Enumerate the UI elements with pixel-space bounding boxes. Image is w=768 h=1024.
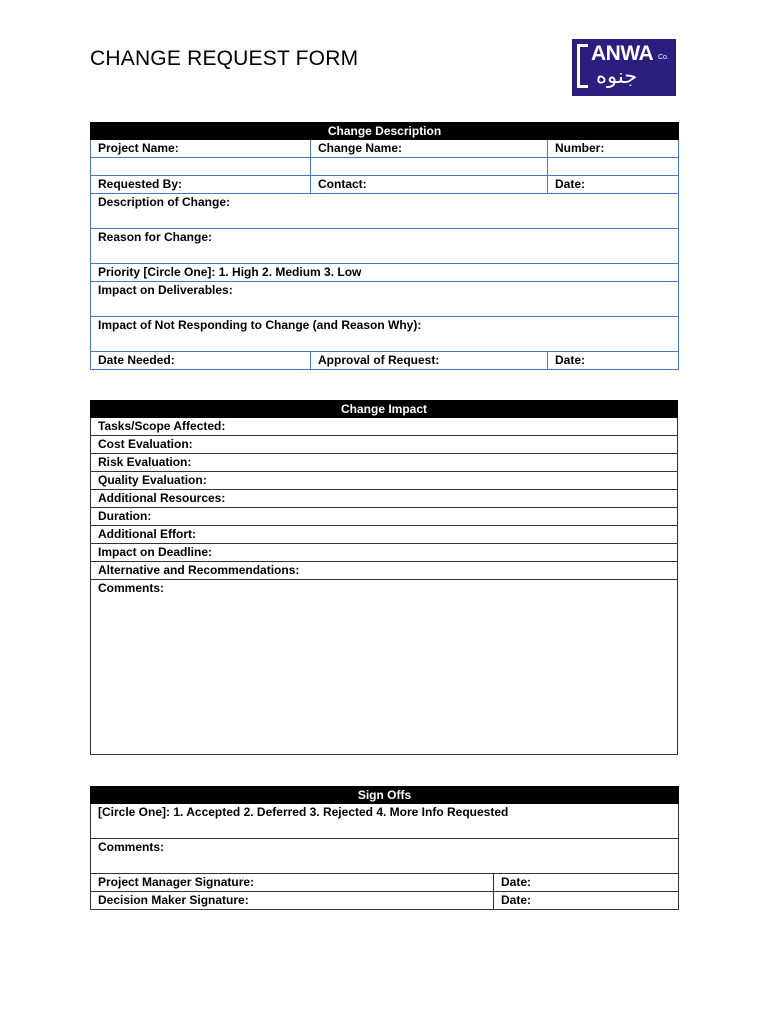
impact-not-responding-field[interactable]: Impact of Not Responding to Change (and Reason Why):	[91, 317, 679, 352]
tasks-scope-field[interactable]: Tasks/Scope Affected:	[91, 418, 678, 436]
approval-of-request-field[interactable]: Approval of Request:	[311, 352, 548, 370]
additional-effort-field[interactable]: Additional Effort:	[91, 526, 678, 544]
decision-maker-date-field[interactable]: Date:	[494, 892, 679, 910]
additional-resources-field[interactable]: Additional Resources:	[91, 490, 678, 508]
project-name-field[interactable]	[91, 158, 311, 176]
project-manager-signature-field[interactable]: Project Manager Signature:	[91, 874, 494, 892]
contact-label[interactable]: Contact:	[311, 176, 548, 194]
description-of-change-field[interactable]: Description of Change:	[91, 194, 679, 229]
sign-offs-table	[90, 786, 679, 910]
signoff-comments-field[interactable]: Comments:	[91, 839, 679, 874]
number-field[interactable]	[548, 158, 679, 176]
signoff-status-field[interactable]: [Circle One]: 1. Accepted 2. Deferred 3. Rejected 4. More Info Requested	[91, 804, 679, 839]
decision-maker-signature-field[interactable]: Decision Maker Signature:	[91, 892, 494, 910]
change-description-table	[90, 122, 679, 370]
change-name-field[interactable]	[311, 158, 548, 176]
logo-arabic-text: جنوه	[596, 64, 638, 88]
project-manager-date-field[interactable]: Date:	[494, 874, 679, 892]
reason-for-change-field[interactable]: Reason for Change:	[91, 229, 679, 264]
priority-field[interactable]: Priority [Circle One]: 1. High 2. Medium 3. Low	[91, 264, 679, 282]
approval-date-field[interactable]: Date:	[548, 352, 679, 370]
risk-evaluation-field[interactable]: Risk Evaluation:	[91, 454, 678, 472]
date-label[interactable]: Date:	[548, 176, 679, 194]
company-logo	[572, 39, 676, 96]
logo-bracket-mark	[577, 44, 588, 88]
sign-offs-header: Sign Offs	[91, 787, 679, 804]
change-name-label: Change Name:	[311, 140, 548, 158]
project-name-label: Project Name:	[91, 140, 311, 158]
impact-on-deliverables-field[interactable]: Impact on Deliverables:	[91, 282, 679, 317]
impact-comments-field[interactable]: Comments:	[91, 580, 678, 755]
form-title: CHANGE REQUEST FORM	[90, 47, 359, 70]
date-needed-field[interactable]: Date Needed:	[91, 352, 311, 370]
logo-suffix: Co.	[658, 54, 669, 61]
logo-latin-text: ANWA	[591, 42, 654, 65]
number-label: Number:	[548, 140, 679, 158]
alternatives-recommendations-field[interactable]: Alternative and Recommendations:	[91, 562, 678, 580]
impact-on-deadline-field[interactable]: Impact on Deadline:	[91, 544, 678, 562]
quality-evaluation-field[interactable]: Quality Evaluation:	[91, 472, 678, 490]
change-description-header: Change Description	[91, 123, 679, 140]
requested-by-label[interactable]: Requested By:	[91, 176, 311, 194]
change-impact-header: Change Impact	[91, 401, 678, 418]
change-impact-table	[90, 400, 678, 755]
cost-evaluation-field[interactable]: Cost Evaluation:	[91, 436, 678, 454]
duration-field[interactable]: Duration:	[91, 508, 678, 526]
